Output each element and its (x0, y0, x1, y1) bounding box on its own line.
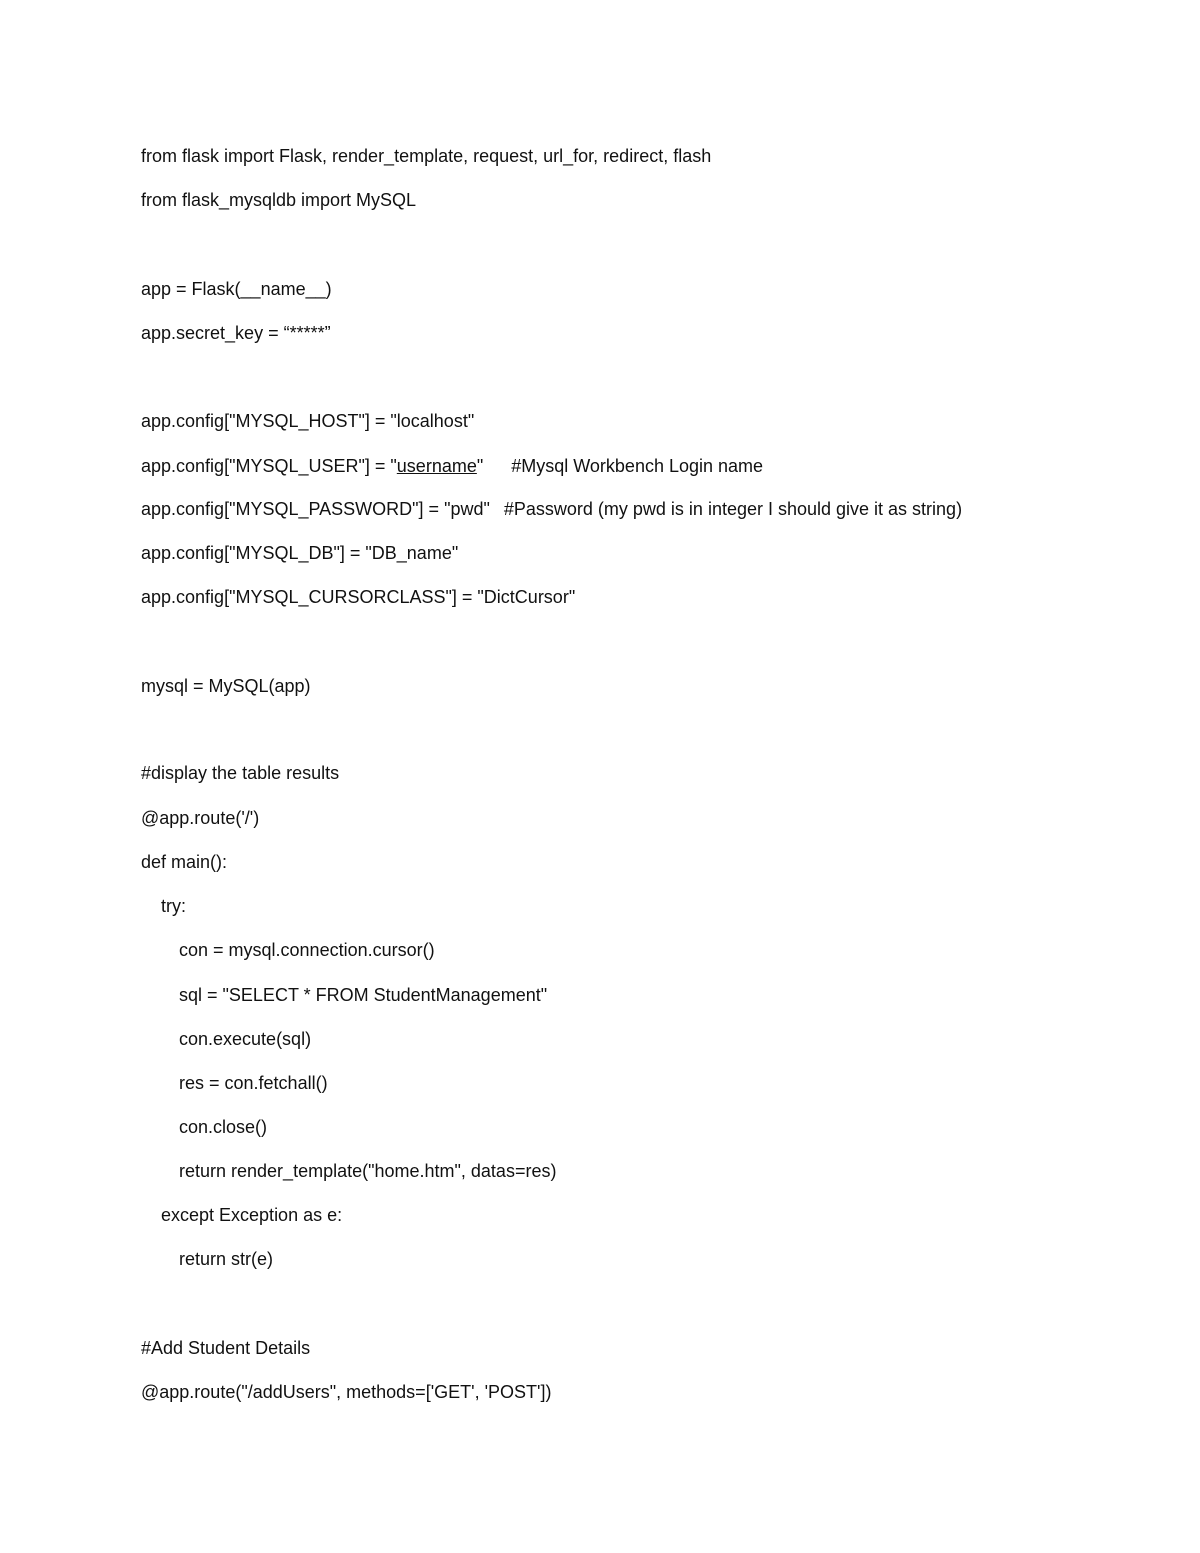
code-line-sql: sql = "SELECT * FROM StudentManagement" (179, 985, 548, 1005)
code-line-mysql-cursorclass: app.config["MYSQL_CURSORCLASS"] = "DictCursor" (141, 587, 576, 607)
code-segment: app.config["MYSQL_PASSWORD"] = "pwd" (141, 499, 490, 519)
code-line-except: except Exception as e: (161, 1205, 343, 1225)
code-comment: #Password (my pwd is in integer I should give it as string) (503, 499, 963, 519)
code-line-mysql-user (141, 455, 763, 477)
code-line-mysql-password (141, 498, 962, 520)
code-comment-add-student: #Add Student Details (141, 1338, 311, 1358)
code-line-secret-key: app.secret_key = “*****” (141, 323, 331, 343)
underlined-username: username (396, 456, 477, 476)
code-segment: " (476, 456, 484, 476)
code-line-import-mysql: from flask_mysqldb import MySQL (141, 190, 417, 210)
code-line-try: try: (161, 896, 186, 916)
code-line-route-root: @app.route('/') (141, 808, 260, 828)
code-line-fetchall: res = con.fetchall() (179, 1073, 328, 1093)
code-segment: app.config["MYSQL_USER"] = " (141, 456, 397, 476)
code-line-mysql-host: app.config["MYSQL_HOST"] = "localhost" (141, 411, 475, 431)
code-line-import-flask: from flask import Flask, render_template, request, url_for, redirect, flash (141, 146, 712, 166)
code-comment: #Mysql Workbench Login name (511, 456, 764, 476)
code-line-mysql-instance: mysql = MySQL(app) (141, 676, 311, 696)
code-comment-display: #display the table results (141, 763, 340, 783)
code-line-close: con.close() (179, 1117, 268, 1137)
code-line-execute: con.execute(sql) (179, 1029, 312, 1049)
code-line-cursor: con = mysql.connection.cursor() (179, 940, 435, 960)
code-line-return-template: return render_template("home.htm", datas=res) (179, 1161, 557, 1181)
code-line-mysql-db: app.config["MYSQL_DB"] = "DB_name" (141, 543, 459, 563)
code-line-route-addusers: @app.route("/addUsers", methods=['GET', 'POST']) (141, 1382, 552, 1402)
code-line-app-init: app = Flask(__name__) (141, 279, 332, 299)
code-line-def-main: def main(): (141, 852, 228, 872)
code-line-return-error: return str(e) (179, 1249, 274, 1269)
